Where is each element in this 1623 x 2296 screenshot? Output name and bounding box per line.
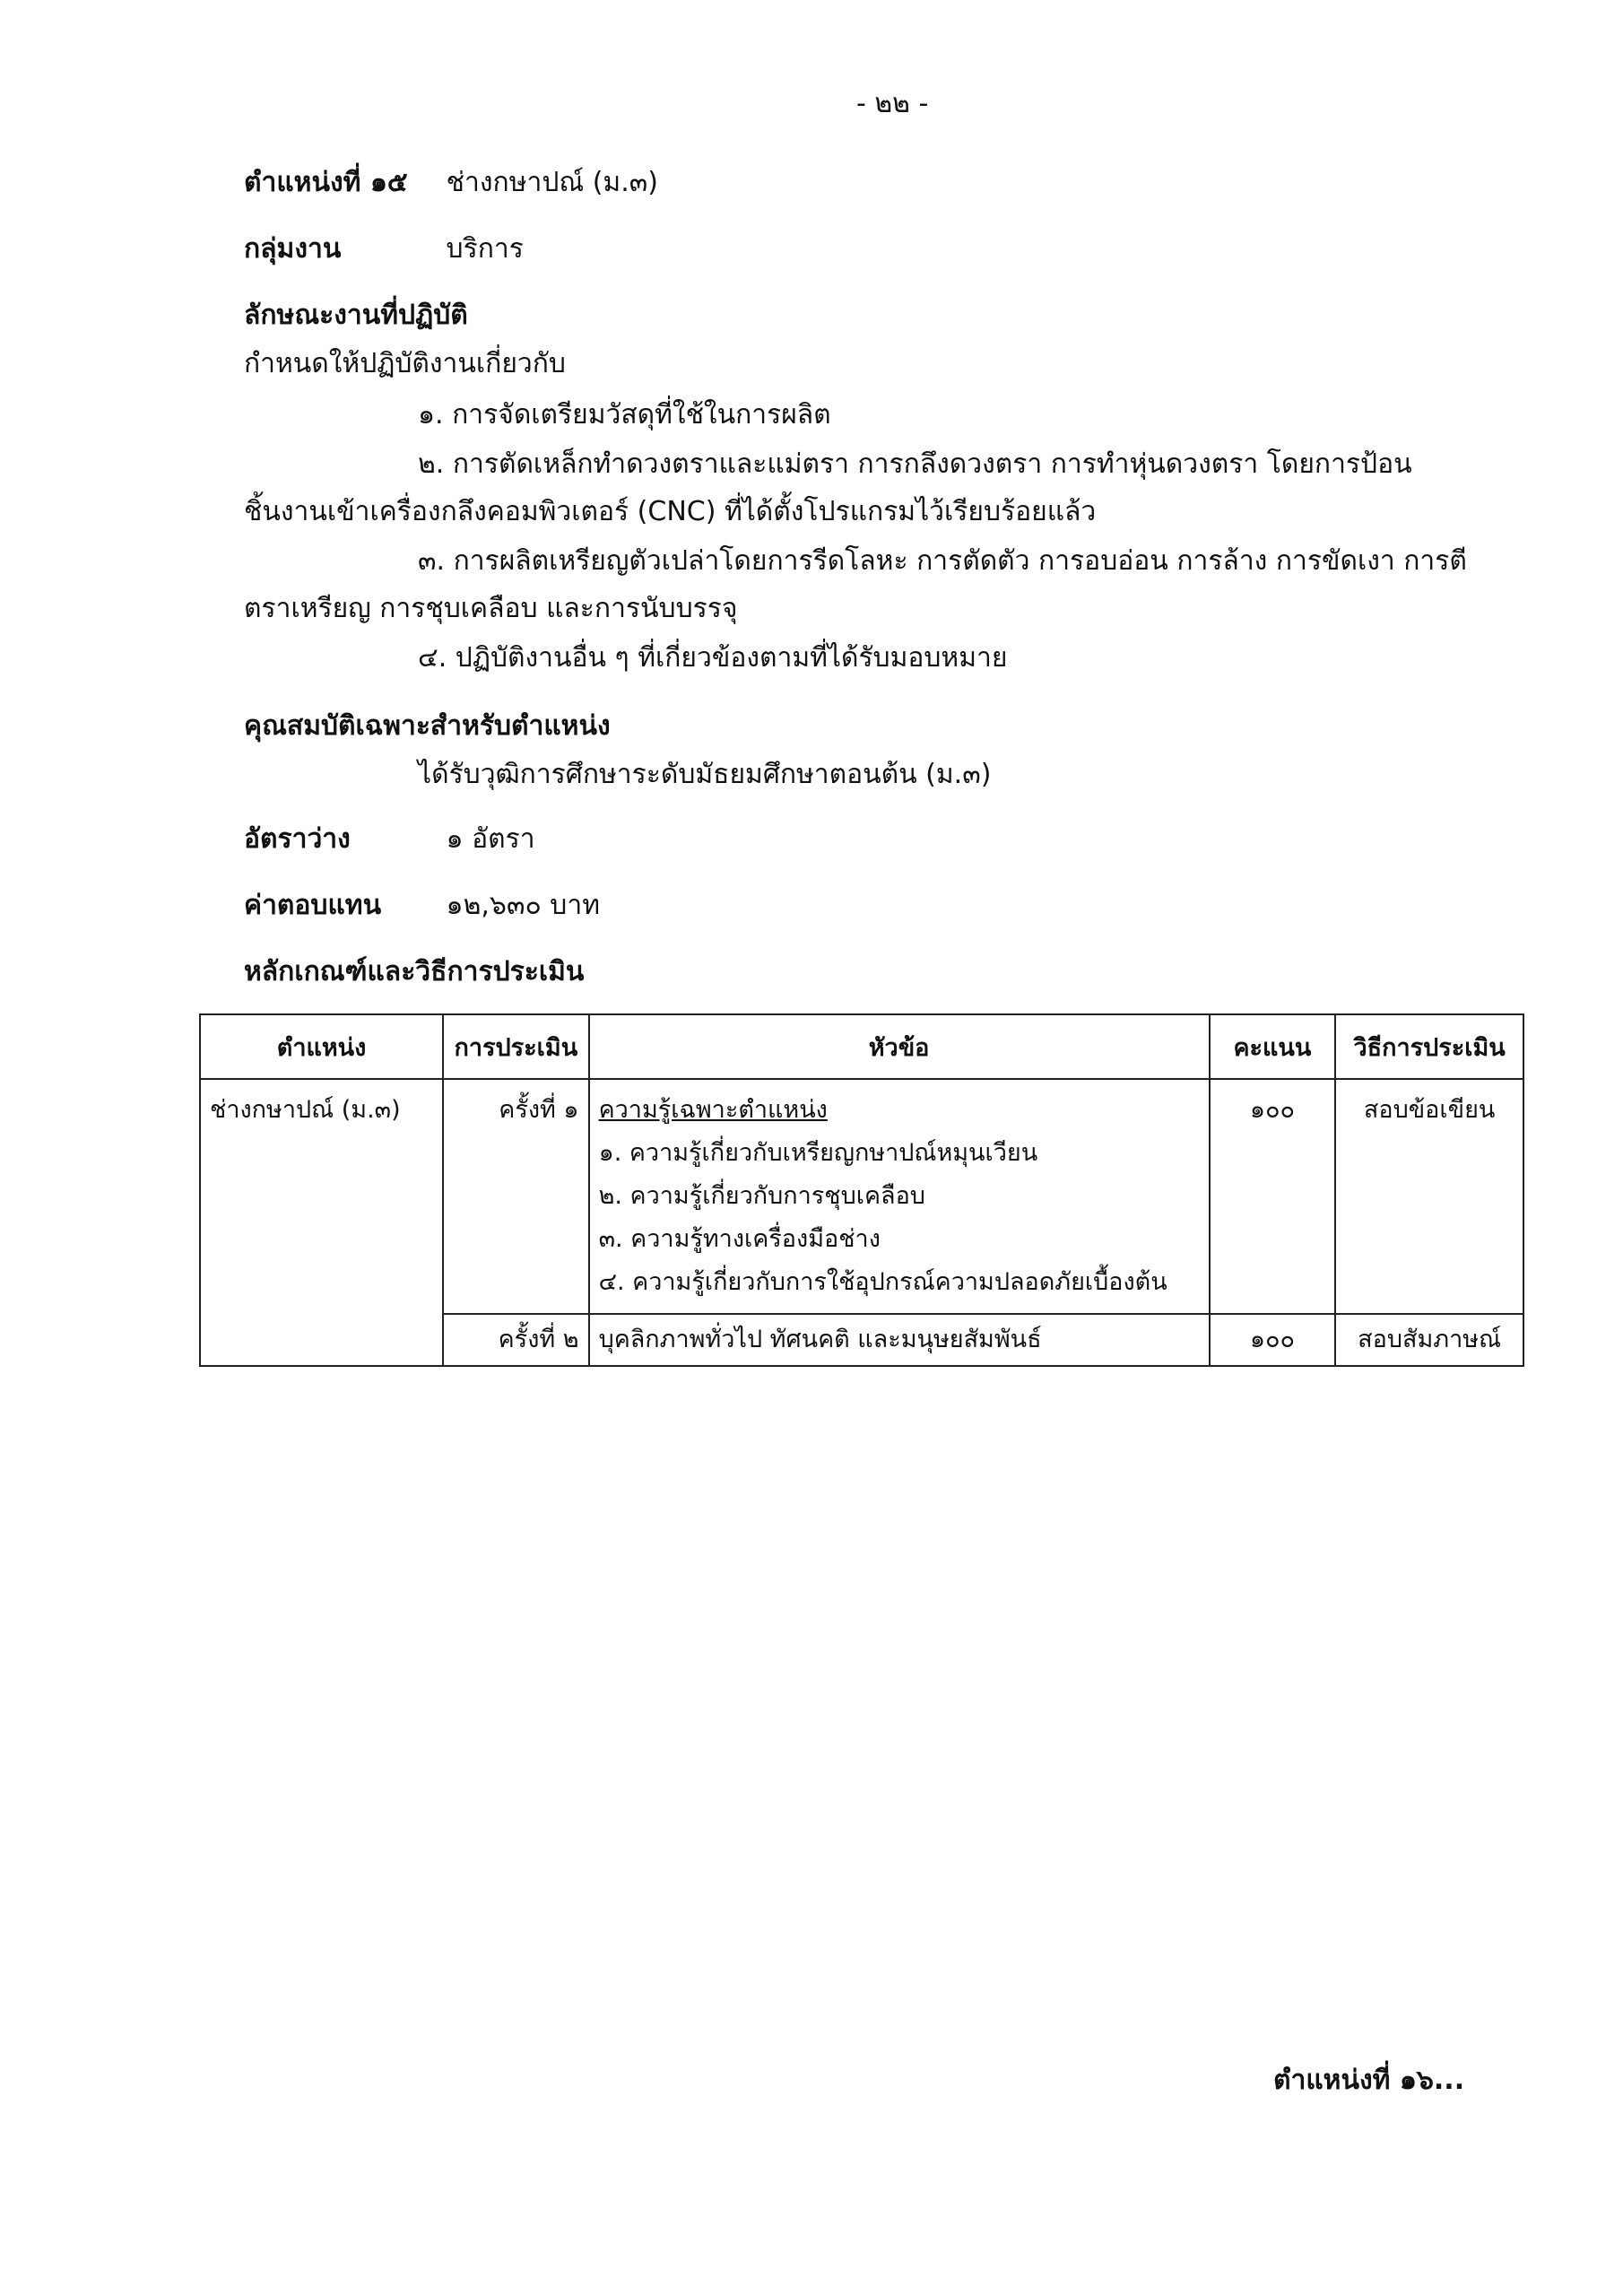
topic-item: ๑. ความรู้เกี่ยวกับเหรียญกษาปณ์หมุนเวียน <box>598 1139 1038 1167</box>
duty-item-2: ๒. การตัดเหล็กทำดวงตราและแม่ตรา การกลึงดวงตรา การทำหุ่นดวงตรา โดยการป้อน <box>418 448 1412 480</box>
topic-item: ๓. ความรู้ทางเครื่องมือช่าง <box>598 1225 881 1253</box>
salary-label: ค่าตอบแทน <box>244 890 382 921</box>
work-group-row <box>244 233 524 265</box>
cell-score-1: ๑๐๐ <box>1210 1079 1336 1314</box>
duties-heading: ลักษณะงานที่ปฏิบัติ <box>244 300 468 331</box>
duty-item-2-cont: ชิ้นงานเข้าเครื่องกลึงคอมพิวเตอร์ (CNC) ที่ได้ตั้งโปรแกรมไว้เรียบร้อยแล้ว <box>244 496 1097 527</box>
duty-item-1: ๑. การจัดเตรียมวัสดุที่ใช้ในการผลิต <box>418 399 831 430</box>
duties-intro: กำหนดให้ปฏิบัติงานเกี่ยวกับ <box>244 348 566 379</box>
cell-position-empty <box>200 1314 443 1366</box>
page-number: - ๒๒ - <box>856 88 929 119</box>
table-row <box>200 1314 1523 1366</box>
qualification-text: ได้รับวุฒิการศึกษาระดับมัธยมศึกษาตอนต้น (ม.๓) <box>418 759 992 790</box>
cell-score-2: ๑๐๐ <box>1210 1314 1336 1366</box>
header-topic: หัวข้อ <box>589 1014 1210 1079</box>
table-header-row <box>200 1014 1523 1079</box>
header-position: ตำแหน่ง <box>200 1014 443 1079</box>
vacancy-value: ๑ อัตรา <box>446 823 535 855</box>
cell-method-2: สอบสัมภาษณ์ <box>1335 1314 1523 1366</box>
table-row <box>200 1079 1523 1314</box>
header-method: วิธีการประเมิน <box>1335 1014 1523 1079</box>
cell-topic-2: บุคลิกภาพทั่วไป ทัศนคติ และมนุษยสัมพันธ์ <box>589 1314 1210 1366</box>
cell-topic-1 <box>589 1079 1210 1314</box>
salary-value: ๑๒,๖๓๐ บาท <box>446 890 600 921</box>
header-evaluation: การประเมิน <box>443 1014 588 1079</box>
topic-item: ๔. ความรู้เกี่ยวกับการใช้อุปกรณ์ความปลอดภัยเบื้องต้น <box>598 1268 1167 1296</box>
evaluation-table <box>199 1013 1524 1367</box>
cell-position: ช่างกษาปณ์ (ม.๓) <box>200 1079 443 1314</box>
work-group-label: กลุ่มงาน <box>244 233 342 265</box>
salary-row <box>244 890 600 922</box>
duty-item-3: ๓. การผลิตเหรียญตัวเปล่าโดยการรีดโลหะ การตัดตัว การอบอ่อน การล้าง การขัดเงา การตี <box>418 545 1467 577</box>
duty-item-4: ๔. ปฏิบัติงานอื่น ๆ ที่เกี่ยวข้องตามที่ได้รับมอบหมาย <box>418 642 1008 674</box>
qualification-heading: คุณสมบัติเฉพาะสำหรับตำแหน่ง <box>244 710 611 742</box>
work-group-value: บริการ <box>446 233 524 265</box>
next-position-footer: ตำแหน่งที่ ๑๖... <box>1273 2065 1465 2096</box>
position-label: ตำแหน่งที่ ๑๕ <box>244 167 408 198</box>
topic-heading-1: ความรู้เฉพาะตำแหน่ง <box>598 1096 828 1124</box>
vacancy-row <box>244 823 535 856</box>
cell-round-1: ครั้งที่ ๑ <box>443 1079 588 1314</box>
topic-item: ๒. ความรู้เกี่ยวกับการชุบเคลือบ <box>598 1182 925 1210</box>
header-score: คะแนน <box>1210 1014 1336 1079</box>
position-row <box>244 167 658 199</box>
cell-method-1: สอบข้อเขียน <box>1335 1079 1523 1314</box>
position-value: ช่างกษาปณ์ (ม.๓) <box>446 167 658 198</box>
criteria-heading: หลักเกณฑ์และวิธีการประเมิน <box>244 956 585 987</box>
cell-round-2: ครั้งที่ ๒ <box>443 1314 588 1366</box>
vacancy-label: อัตราว่าง <box>244 823 351 855</box>
duty-item-3-cont: ตราเหรียญ การชุบเคลือบ และการนับบรรจุ <box>244 593 738 624</box>
